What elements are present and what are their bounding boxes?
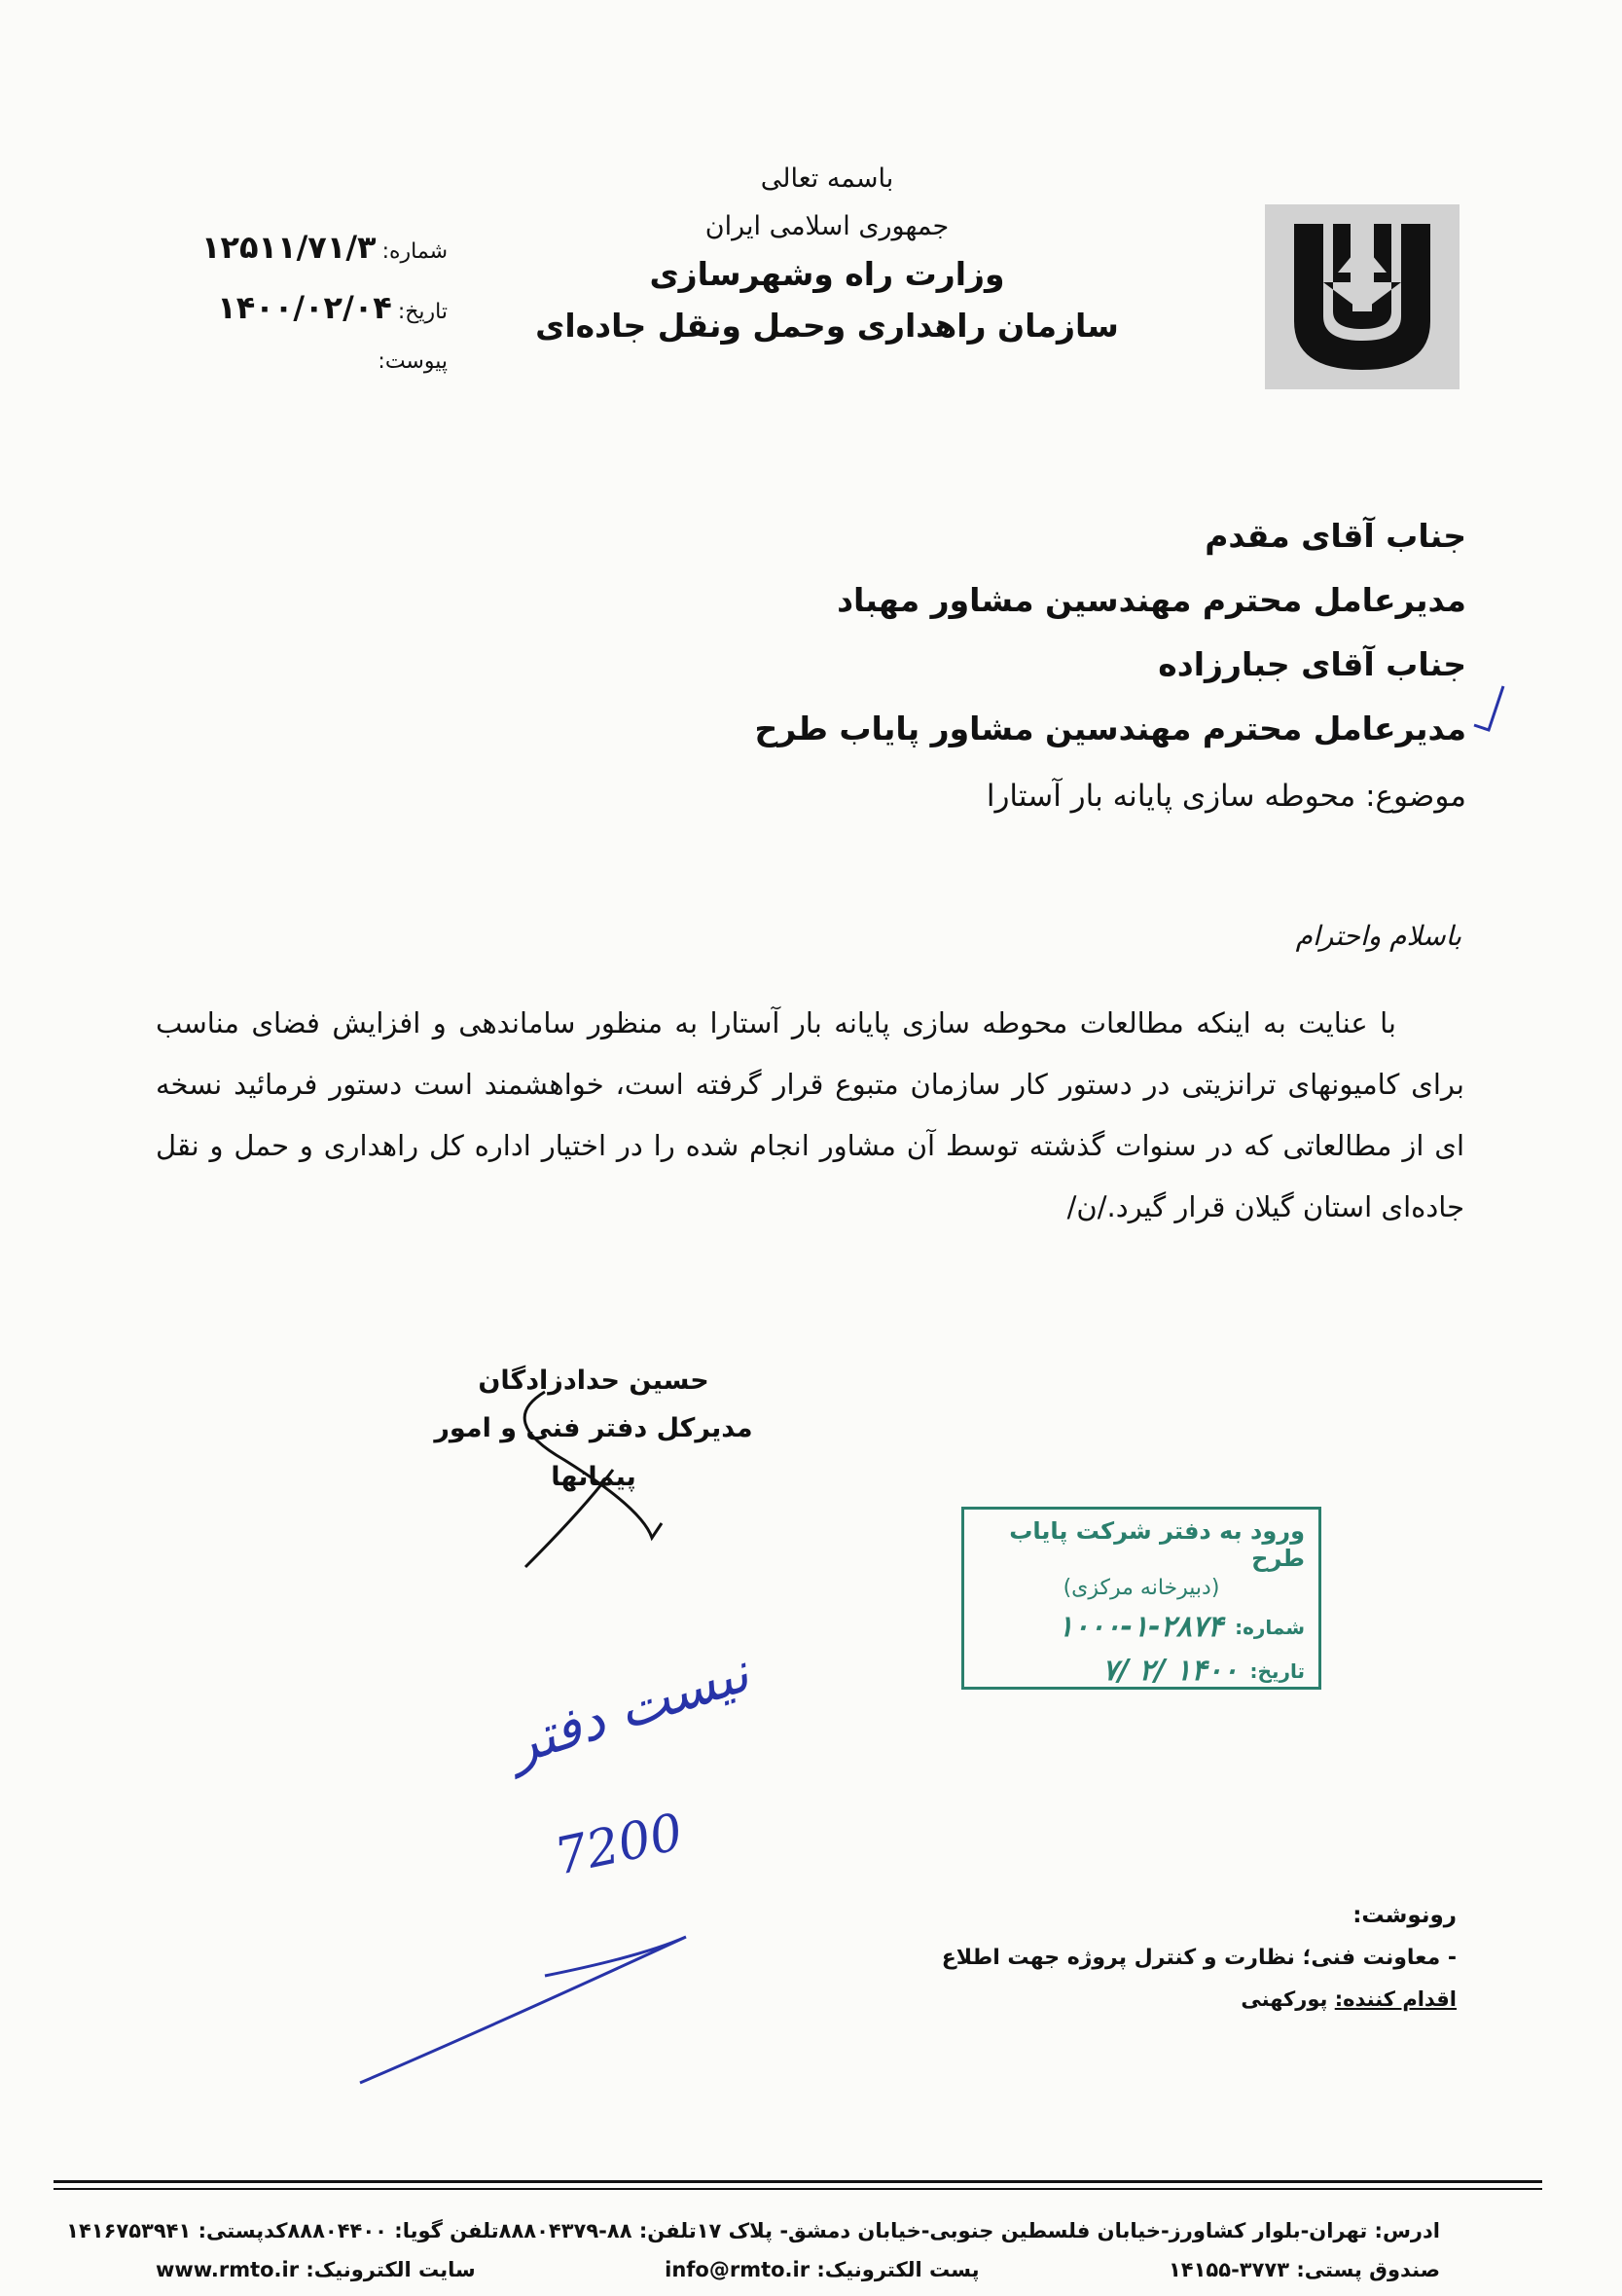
attachment-row [185,349,448,410]
handwritten-stroke-icon [350,1908,701,2093]
salutation: باسلام واحترام [1295,920,1461,952]
addressee-line: مدیرعامل محترم مهندسین مشاور پایاب طرح [754,710,1466,747]
rmto-emblem-icon [1265,204,1460,389]
letter-meta [185,229,448,410]
action-label: اقدام کننده: [1334,1987,1457,2011]
republic-name: جمهوری اسلامی ایران [704,211,950,241]
handwritten-number: 7200 [550,1803,688,1887]
signature-scribble-icon [506,1343,681,1577]
letter-number-label: شماره: [381,239,448,264]
action-person: پورکهنی [1241,1987,1328,2011]
footer-phone-voice: تلفن گویا: ۸۸۸۰۴۴۰۰ [287,2219,499,2242]
footer-divider [54,2188,1542,2190]
cc-title: رونوشت: [1352,1903,1457,1928]
footer-email-label: پست الکترونیک: [816,2258,980,2281]
letter-date-label: تاریخ: [397,300,448,324]
stamp-number-label: شماره: [1235,1615,1305,1639]
letter-date-row [185,289,448,349]
cc-recipient: - معاونت فنی؛ نظارت و کنترل پروژه جهت اطلاع [941,1946,1457,1970]
attachment-label: پیوست: [378,349,448,374]
footer-website-group [156,2258,476,2281]
addressees [396,504,1466,761]
cc-action [775,1987,1457,2011]
receipt-stamp [961,1507,1321,1690]
stamp-date: ۷/ ۲/ ۱۴۰۰ [1102,1654,1239,1688]
organization-logo [1265,204,1460,389]
footer-email-group [665,2258,979,2281]
stamp-number: ۱۰۰۰-۱-۲۸۷۴ [1058,1610,1224,1644]
footer-phone: تلفن: ۸۸-۸۸۸۰۴۳۷۹ [498,2219,697,2242]
letterhead [487,164,1168,345]
letter-number-row [185,229,448,289]
stamp-number-row [978,1610,1305,1644]
signer-title: مدیرکل دفتر فنی و امور پیمانها [434,1413,753,1492]
addressee-line: مدیرعامل محترم مهندسین مشاور مهباد [837,581,1466,619]
basmale: باسمه تعالی [760,164,894,194]
footer-website-label: سایت الکترونیک: [306,2258,476,2281]
footer-web-line [156,2258,1440,2281]
subject-line: موضوع: محوطه سازی پایانه بار آستارا [986,779,1466,814]
footer-address: ادرس: تهران-بلوار کشاورز-خیابان فلسطین جنوبی-خیابان دمشق- پلاک ۱۷ [696,2219,1440,2242]
footer-divider [54,2180,1542,2183]
organization-name: سازمان راهداری وحمل ونقل جاده‌ای [535,307,1119,345]
letter-body: با عنایت به اینکه مطالعات محوطه سازی پایانه بار آستارا به منظور ساماندهی و افزایش فضای مناسب برای کامیونهای ترانزیتی در دستور کار سازمان متبوع قرار گرفته است، خواهشمند است دستور فرمائید نسخه ای از مطالعاتی که در سنوات گذشته توسط آن مشاور انجام شده را در اختیار اداره کل راهداری و حمل و نقل جاده‌ای استان گیلان قرار گیرد./ن/ [156,1006,1464,1223]
footer-email[interactable]: info@rmto.ir [665,2258,811,2281]
stamp-date-row [978,1654,1305,1688]
footer-contact-line [66,2219,1440,2242]
footer-website[interactable]: www.rmto.ir [156,2258,300,2281]
stamp-subtitle: (دبیرخانه مرکزی) [1063,1576,1220,1600]
stamp-title: ورود به دفتر شرکت پایاب طرح [1009,1517,1305,1572]
letter-date: ۱۴۰۰/۰۲/۰۴ [217,289,392,326]
addressee-line: جناب آقای جبارزاده [1158,645,1466,683]
handwritten-note: نیست دفتر [501,1641,757,1778]
check-mark-icon [1469,681,1508,740]
carbon-copy [775,1903,1457,2011]
addressee-line: جناب آقای مقدم [1205,517,1466,555]
letter-number: ۱۲۵۱۱/۷۱/۳ [200,229,377,266]
ministry-name: وزارت راه وشهرسازی [649,255,1005,293]
stamp-date-label: تاریخ: [1249,1658,1305,1683]
signer-name: حسین حدادزادگان [478,1366,709,1396]
footer-postal-code: کدپستی: ۱۴۱۶۷۵۳۹۴۱ [66,2219,288,2242]
footer-po-box: صندوق پستی: ۳۷۷۳-۱۴۱۵۵ [1168,2258,1440,2281]
